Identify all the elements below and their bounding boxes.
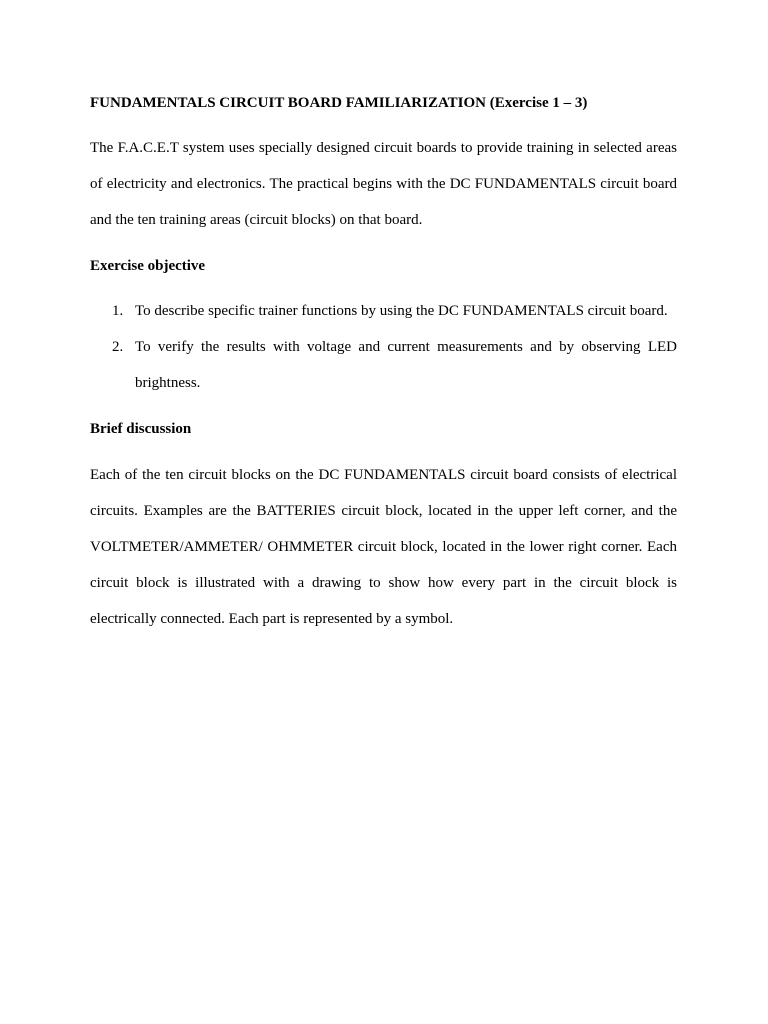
objective-item	[90, 329, 677, 401]
objective-number: 1.	[112, 303, 124, 319]
document-title: FUNDAMENTALS CIRCUIT BOARD FAMILIARIZATION (Exercise 1 – 3)	[90, 95, 588, 111]
objective-number: 2.	[112, 339, 124, 355]
objective-item	[90, 293, 677, 329]
objective-list	[90, 293, 677, 401]
brief-discussion-heading: Brief discussion	[90, 421, 192, 437]
exercise-objective-heading: Exercise objective	[90, 258, 206, 274]
objective-text: To describe specific trainer functions by using the DC FUNDAMENTALS circuit board.	[135, 303, 668, 319]
discussion-paragraph: Each of the ten circuit blocks on the DC FUNDAMENTALS circuit board consists of electrical circuits. Examples are the BATTERIES circuit block, located in the upper left corner, and the VOLTMETER/AMMETER/ OHMMETER circuit block, located in the lower right corner. Each circuit block is illustrated with a drawing to show how every part in the circuit block is electrically connected. Each part is represented by a symbol.	[90, 467, 677, 627]
objective-text: To verify the results with voltage and current measurements and by observing LED brightness.	[135, 339, 677, 391]
intro-paragraph: The F.A.C.E.T system uses specially designed circuit boards to provide training in selected areas of electricity and electronics. The practical begins with the DC FUNDAMENTALS circuit board and the ten training areas (circuit blocks) on that board.	[90, 140, 677, 228]
